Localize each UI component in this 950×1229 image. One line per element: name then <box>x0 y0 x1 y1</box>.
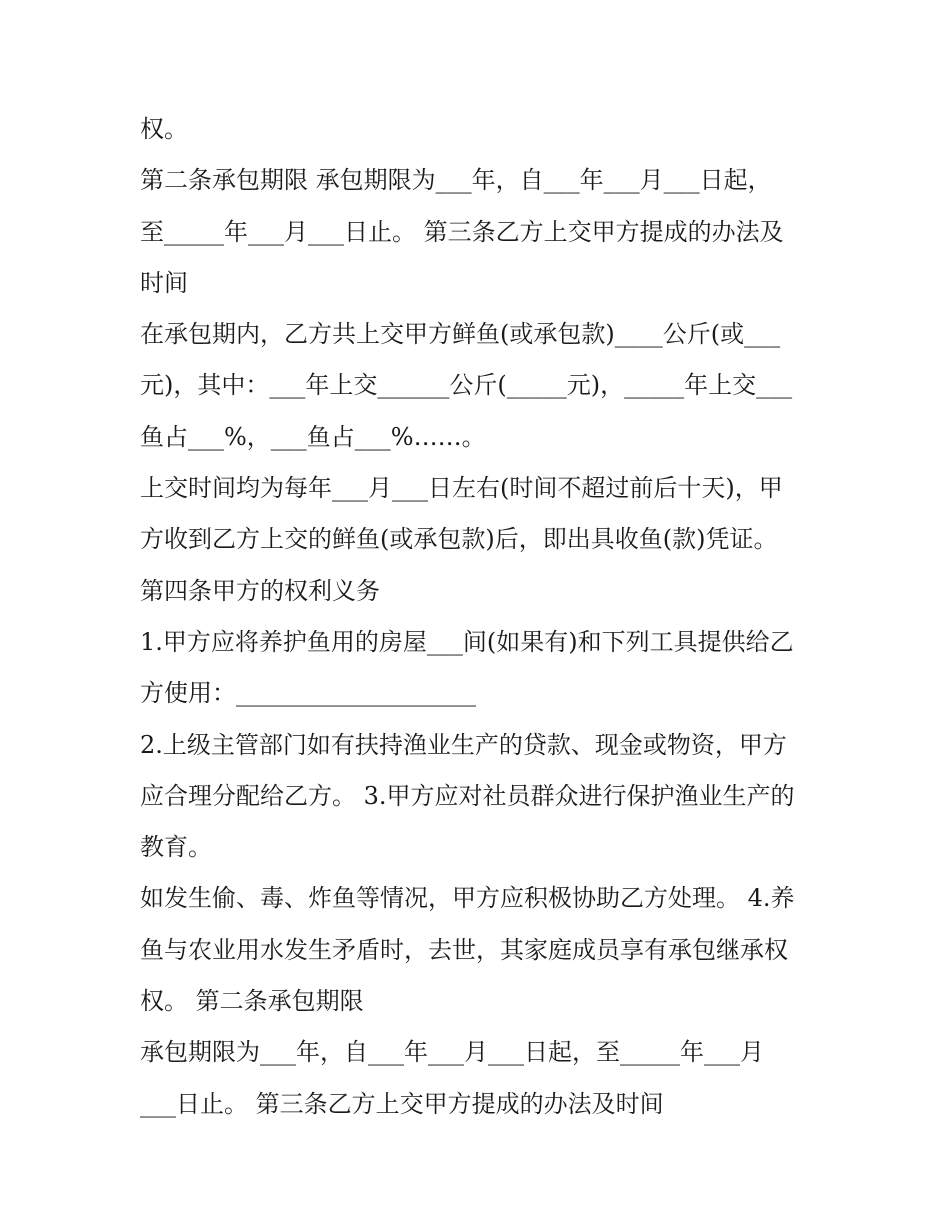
text-line: 2.上级主管部门如有扶持渔业生产的贷款、现金或物资，甲方 <box>140 730 787 759</box>
text-line: 承包期限为___年，自___年___月___日起，至_____年___月 <box>140 1038 764 1067</box>
text-line: 在承包期内，乙方共上交甲方鲜鱼(或承包款)____公斤(或___ <box>140 320 781 349</box>
text-line: 时间 <box>140 268 188 297</box>
text-line: 权。 <box>140 115 188 143</box>
text-line: 第四条甲方的权利义务 <box>140 576 380 605</box>
text-line: 鱼与农业用水发生矛盾时，去世，其家庭成员享有承包继承权 <box>140 935 788 964</box>
text-line: 1.甲方应将养护鱼用的房屋___间(如果有)和下列工具提供给乙 <box>140 627 794 656</box>
text-line: 权。 第二条承包期限 <box>140 987 364 1016</box>
text-line: 至_____年___月___日止。 第三条乙方上交甲方提成的办法及 <box>140 217 784 246</box>
text-line: 教育。 <box>140 833 212 862</box>
text-line: 应合理分配给乙方。 3.甲方应对社员群众进行保护渔业生产的 <box>140 781 795 810</box>
text-line: 方使用：____________________ <box>140 679 476 708</box>
text-line: 鱼占___%，___鱼占___%……。 <box>140 422 486 451</box>
text-line: 方收到乙方上交的鲜鱼(或承包款)后，即出具收鱼(款)凭证。 <box>140 525 778 554</box>
text-line: ___日止。 第三条乙方上交甲方提成的办法及时间 <box>140 1089 664 1118</box>
text-line: 如发生偷、毒、炸鱼等情况，甲方应积极协助乙方处理。 4.养 <box>140 884 795 913</box>
text-line: 第二条承包期限 承包期限为___年，自___年___月___日起， <box>140 166 772 195</box>
document-body <box>140 104 820 1130</box>
text-line: 元)，其中：___年上交______公斤(_____元)，_____年上交___ <box>140 371 793 400</box>
text-line: 上交时间均为每年___月___日左右(时间不超过前后十天)，甲 <box>140 474 783 503</box>
